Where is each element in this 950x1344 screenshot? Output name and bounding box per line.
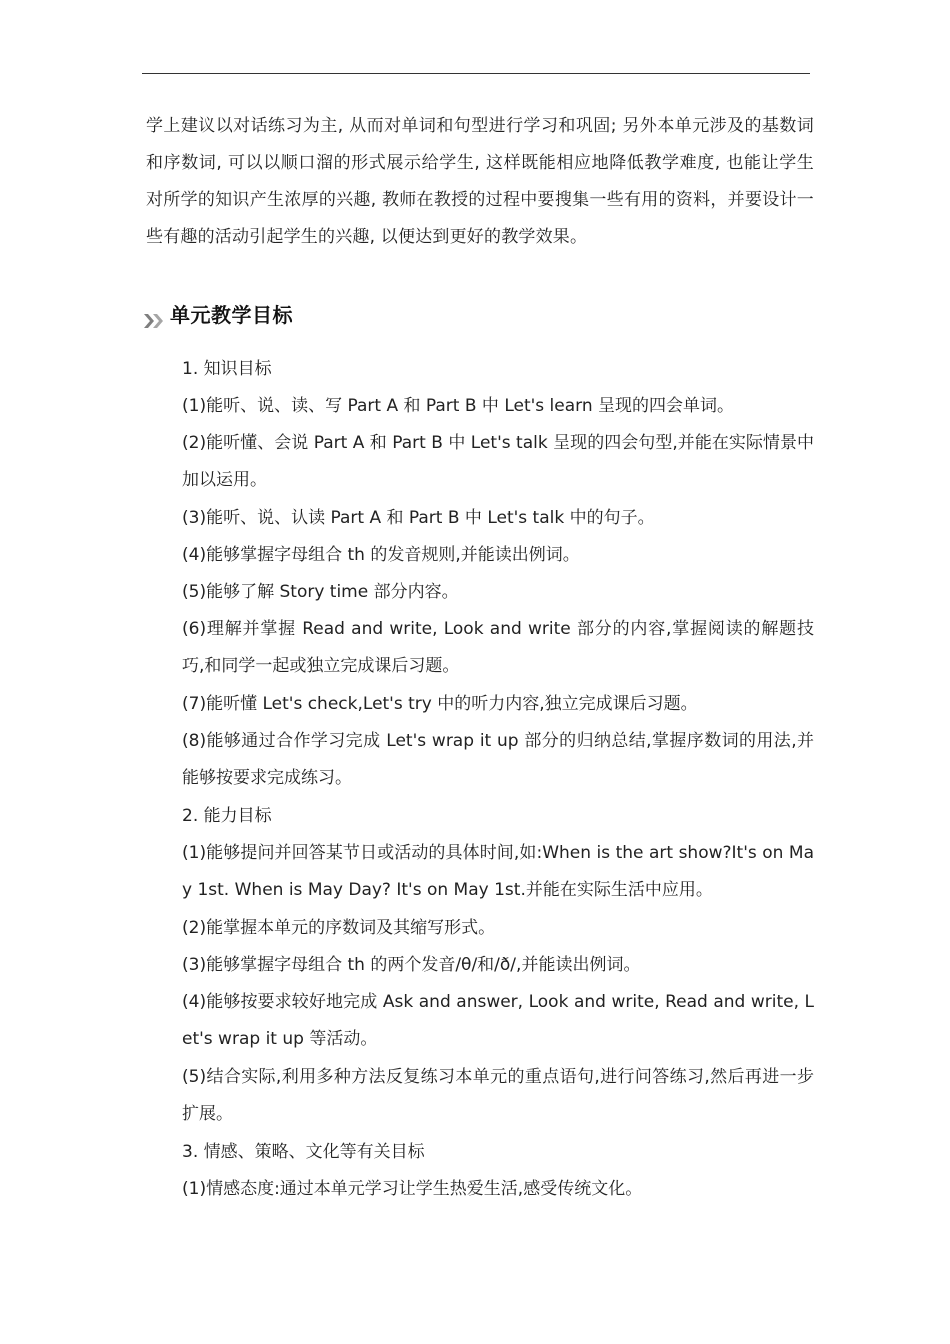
- goal-item: (6)理解并掌握 Read and write, Look and write 部分的内容,掌握阅读的解题技巧,和同学一起或独立完成课后习题。: [182, 619, 814, 676]
- double-chevron-icon: [144, 312, 168, 328]
- goal-title-knowledge: 1. 知识目标: [182, 359, 272, 379]
- header-rule: [142, 73, 810, 74]
- goal-item: (1)能够提问并回答某节日或活动的具体时间,如:When is the art show?It's on May 1st. When is May Day? It's on May 1st.并能在实际生活中应用。: [182, 843, 814, 900]
- goal-item: (4)能够掌握字母组合 th 的发音规则,并能读出例词。: [182, 545, 580, 565]
- goal-item: (7)能听懂 Let's check,Let's try 中的听力内容,独立完成课后习题。: [182, 694, 698, 714]
- goal-item: (3)能听、说、认读 Part A 和 Part B 中 Let's talk 中的句子。: [182, 508, 655, 528]
- section-heading-text: 单元教学目标: [170, 302, 293, 327]
- goal-item: (4)能够按要求较好地完成 Ask and answer, Look and write, Read and write, Let's wrap it up 等活动。: [182, 992, 814, 1049]
- goal-item: (5)能够了解 Story time 部分内容。: [182, 582, 459, 602]
- goal-item: (3)能够掌握字母组合 th 的两个发音/θ/和/ð/,并能读出例词。: [182, 955, 641, 975]
- goal-item: (2)能听懂、会说 Part A 和 Part B 中 Let's talk 呈现的四会句型,并能在实际情景中加以运用。: [182, 433, 814, 490]
- goal-item: (2)能掌握本单元的序数词及其缩写形式。: [182, 918, 496, 938]
- section-heading: [144, 298, 293, 328]
- goal-item: (1)情感态度:通过本单元学习让学生热爱生活,感受传统文化。: [182, 1179, 643, 1199]
- goal-item: (5)结合实际,利用多种方法反复练习本单元的重点语句,进行问答练习,然后再进一步扩展。: [182, 1067, 814, 1124]
- goal-title-ability: 2. 能力目标: [182, 806, 272, 826]
- goal-item: (8)能够通过合作学习完成 Let's wrap it up 部分的归纳总结,掌握序数词的用法,并能够按要求完成练习。: [182, 731, 814, 788]
- goal-title-emotion: 3. 情感、策略、文化等有关目标: [182, 1142, 425, 1162]
- intro-paragraph: 学上建议以对话练习为主, 从而对单词和句型进行学习和巩固; 另外本单元涉及的基数词和序数词, 可以以顺口溜的形式展示给学生, 这样既能相应地降低教学难度, 也能让学生对所学的知识产生浓厚的兴趣, 教师在教授的过程中要搜集一些有用的资料，并要设计一些有趣的活动引起学生的兴趣, 以便达到更好的教学效果。: [146, 116, 814, 247]
- goal-item: (1)能听、说、读、写 Part A 和 Part B 中 Let's learn 呈现的四会单词。: [182, 396, 735, 416]
